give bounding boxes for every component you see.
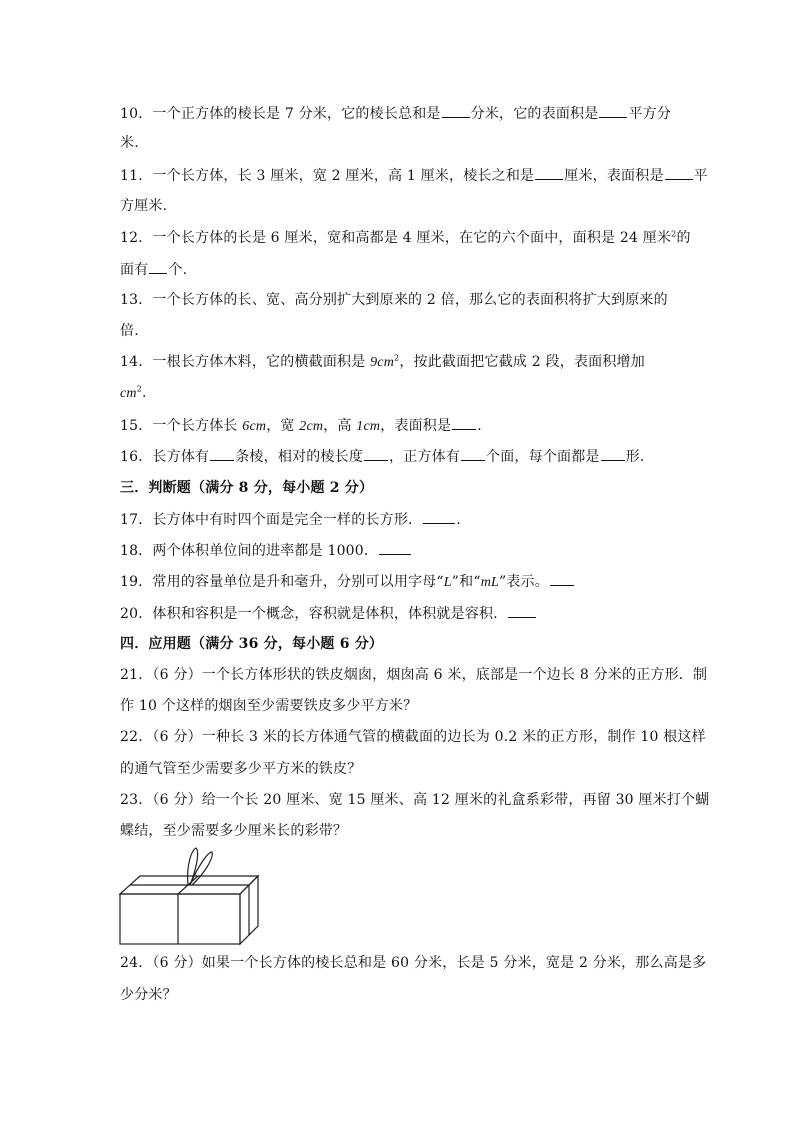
question-24-line-2: 少分米？: [120, 987, 177, 1003]
answer-blank[interactable]: [599, 103, 627, 118]
answer-blank[interactable]: [423, 509, 455, 524]
question-19: 19．常用的容量单位是升和毫升，分别可以用字母“L”和“mL”表示。: [120, 571, 680, 593]
question-13-line-1: 13．一个长方体的长、宽、高分别扩大到原来的 2 倍，那么它的表面积将扩大到原来的: [120, 292, 668, 308]
answer-blank[interactable]: [601, 446, 625, 461]
question-21-line-1: 21．（6 分）一个长方体形状的铁皮烟囱，烟囱高 6 米，底部是一个边长 8 分米的正方形．制: [120, 667, 708, 683]
question-18: 18．两个体积单位间的进率都是 1000．: [120, 540, 680, 561]
question-14-line-2: $cm^2$.: [120, 384, 147, 401]
question-21-line-2: 作 10 个这样的烟囱至少需要铁皮多少平方米？: [120, 698, 418, 714]
question-24-line-1: 24．（6 分）如果一个长方体的棱长总和是 60 分米，长是 5 分米，宽是 2 分米，那么高是多: [120, 955, 707, 971]
answer-blank[interactable]: [665, 165, 693, 180]
section-4-heading: 四．应用题（满分 36 分，每小题 6 分）: [120, 636, 384, 652]
answer-blank[interactable]: [461, 446, 485, 461]
question-23-line-1: 23．（6 分）给一个长 20 厘米、宽 15 厘米、高 12 厘米的礼盒系彩带，再留 30 厘米打个蝴: [120, 792, 710, 808]
box-front-face: [120, 894, 240, 944]
question-22-line-1: 22．（6 分）一种长 3 米的长方体通气管的横截面的边长为 0.2 米的正方形，制作 10 根这样: [120, 729, 706, 745]
question-11-line-2: 方厘米.: [120, 198, 168, 214]
answer-blank[interactable]: [379, 540, 411, 555]
answer-blank[interactable]: [550, 571, 574, 586]
answer-blank[interactable]: [442, 103, 470, 118]
answer-blank[interactable]: [535, 165, 563, 180]
question-12-line-2: 面有 个.: [120, 259, 680, 280]
question-11-line-1: 11．一个长方体，长 3 厘米，宽 2 厘米，高 1 厘米，棱长之和是 厘米，表面积是 平: [120, 165, 680, 186]
question-23-line-2: 蝶结，至少需要多少厘米长的彩带？: [120, 823, 348, 839]
section-3-heading: 三．判断题（满分 8 分，每小题 2 分）: [120, 480, 374, 496]
question-10-line-2: 米.: [120, 135, 139, 151]
question-20: 20．体积和容积是一个概念，容积就是体积，体积就是容积．: [120, 603, 680, 624]
question-12-line-1: 12．一个长方体的长是 6 厘米，宽和高都是 4 厘米，在它的六个面中，面积是 24 厘米$^2$的: [120, 229, 691, 246]
answer-blank[interactable]: [210, 446, 234, 461]
question-17: 17．长方体中有时四个面是完全一样的长方形． .: [120, 509, 680, 530]
question-14-line-1: 14．一根长方体木料，它的横截面积是 $9cm^2$，按此截面把它截成 2 段，表面积增加: [120, 353, 645, 370]
question-22-line-2: 的通气管至少需要多少平方米的铁皮？: [120, 761, 362, 777]
gift-box-figure: [116, 844, 266, 948]
answer-blank[interactable]: [364, 446, 388, 461]
answer-blank[interactable]: [452, 415, 476, 430]
question-16: 16．长方体有 条棱，相对的棱长度 ，正方体有 个面，每个面都是 形.: [120, 446, 680, 467]
question-15: 15．一个长方体长 6cm，宽 2cm，高 1cm，表面积是 .: [120, 415, 680, 437]
question-10-line-1: 10．一个正方体的棱长是 7 分米，它的棱长总和是 分米，它的表面积是 平方分: [120, 103, 680, 124]
answer-blank[interactable]: [508, 603, 536, 618]
answer-blank[interactable]: [149, 259, 167, 274]
question-13-line-2: 倍.: [120, 323, 139, 339]
